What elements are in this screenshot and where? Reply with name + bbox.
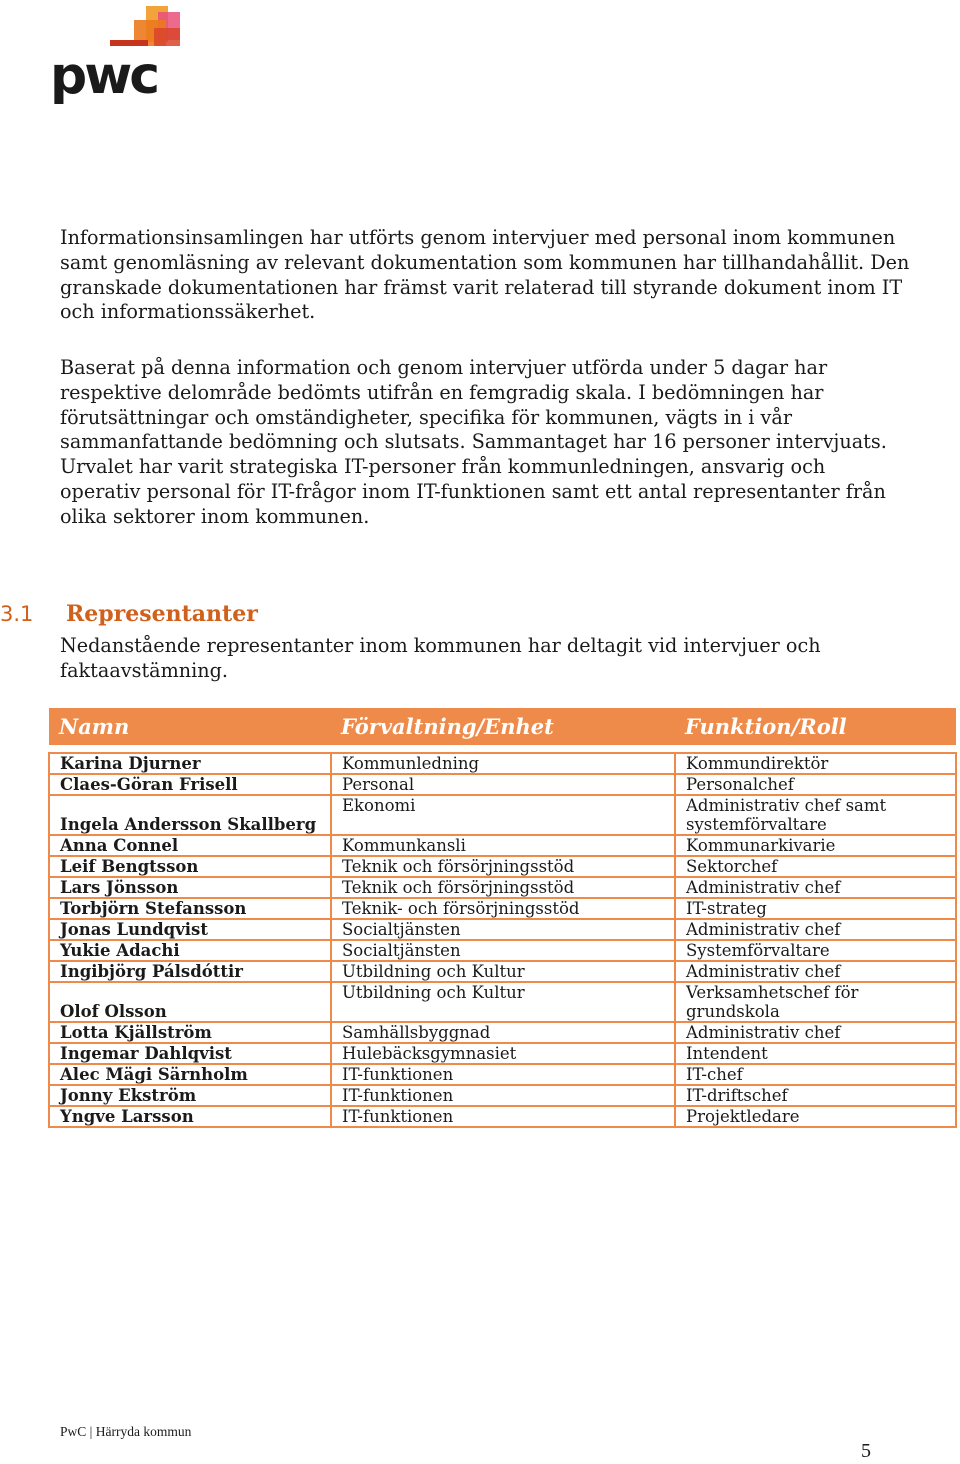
cell-unit: Ekonomi	[331, 795, 675, 835]
section-number: 3.1	[0, 602, 34, 626]
table-row	[49, 982, 956, 1022]
cell-unit: Socialtjänsten	[331, 940, 675, 961]
cell-name: Claes-Göran Frisell	[49, 774, 331, 795]
cell-role: Administrativ chef samt systemförvaltare	[675, 795, 956, 835]
cell-name: Jonas Lundqvist	[49, 919, 331, 940]
cell-name: Karina Djurner	[49, 753, 331, 774]
representatives-table	[48, 708, 957, 1128]
table-row	[49, 1085, 956, 1106]
cell-name: Alec Mägi Särnholm	[49, 1064, 331, 1085]
table-spacer	[49, 745, 956, 753]
cell-unit: Socialtjänsten	[331, 919, 675, 940]
cell-name: Torbjörn Stefansson	[49, 898, 331, 919]
cell-name: Ingibjörg Pálsdóttir	[49, 961, 331, 982]
section-title: Representanter	[66, 601, 258, 627]
table-row	[49, 774, 956, 795]
cell-role: IT-driftschef	[675, 1085, 956, 1106]
cell-unit: Kommunkansli	[331, 835, 675, 856]
cell-unit: Teknik och försörjningsstöd	[331, 856, 675, 877]
cell-role: Administrativ chef	[675, 919, 956, 940]
header-unit: Förvaltning/Enhet	[331, 708, 675, 745]
table-row	[49, 898, 956, 919]
cell-unit: Teknik- och försörjningsstöd	[331, 898, 675, 919]
cell-name: Jonny Ekström	[49, 1085, 331, 1106]
cell-unit: Hulebäcksgymnasiet	[331, 1043, 675, 1064]
cell-name: Leif Bengtsson	[49, 856, 331, 877]
logo-wordmark: pwc	[50, 46, 158, 106]
cell-name: Anna Connel	[49, 835, 331, 856]
cell-role: Intendent	[675, 1043, 956, 1064]
cell-unit: Samhällsbyggnad	[331, 1022, 675, 1043]
cell-role: Projektledare	[675, 1106, 956, 1127]
table-row	[49, 795, 956, 835]
page-number: 5	[861, 1440, 871, 1462]
cell-unit: IT-funktionen	[331, 1064, 675, 1085]
table-row	[49, 835, 956, 856]
cell-name: Ingemar Dahlqvist	[49, 1043, 331, 1064]
cell-role: IT-chef	[675, 1064, 956, 1085]
cell-role: Verksamhetschef för grundskola	[675, 982, 956, 1022]
cell-unit: Kommunledning	[331, 753, 675, 774]
cell-role: Administrativ chef	[675, 1022, 956, 1043]
cell-unit: IT-funktionen	[331, 1085, 675, 1106]
cell-role: Sektorchef	[675, 856, 956, 877]
table-row	[49, 1106, 956, 1127]
cell-role: Kommundirektör	[675, 753, 956, 774]
cell-unit: Teknik och försörjningsstöd	[331, 877, 675, 898]
cell-name: Ingela Andersson Skallberg	[49, 795, 331, 835]
cell-unit: Utbildning och Kultur	[331, 961, 675, 982]
table-row	[49, 1043, 956, 1064]
page-footer: PwC | Härryda kommun	[60, 1424, 192, 1439]
intro-paragraph-2: Baserat på denna information och genom intervjuer utförda under 5 dagar har respektive delområde bedömts utifrån en femgradig skala. I bedömningen har förutsättningar och omständigheter, specifika för kommunen, vägts in i vår sammanfattande bedömning och slutsats. Sammantaget har 16 personer intervjuats. Urvalet har varit strategiska IT-personer från kommunledningen, ansvarig och operativ personal för IT-frågor inom IT-funktionen samt ett antal representanter från olika sektorer inom kommunen.	[60, 356, 887, 528]
table-row	[49, 940, 956, 961]
table-row	[49, 919, 956, 940]
cell-role: Administrativ chef	[675, 961, 956, 982]
table-row	[49, 1064, 956, 1085]
cell-role: Personalchef	[675, 774, 956, 795]
cell-name: Lotta Kjällström	[49, 1022, 331, 1043]
cell-name: Olof Olsson	[49, 982, 331, 1022]
cell-name: Yngve Larsson	[49, 1106, 331, 1127]
table-row	[49, 856, 956, 877]
table-header-row	[49, 708, 956, 745]
header-name: Namn	[49, 708, 331, 745]
header-role: Funktion/Roll	[675, 708, 956, 745]
cell-name: Lars Jönsson	[49, 877, 331, 898]
cell-role: Administrativ chef	[675, 877, 956, 898]
table-row	[49, 961, 956, 982]
cell-role: IT-strateg	[675, 898, 956, 919]
intro-paragraph-1: Informationsinsamlingen har utförts genom intervjuer med personal inom kommunen samt genomläsning av relevant dokumentation som kommunen har tillhandahållit. Den granskade dokumentationen har främst varit relaterad till styrande dokument inom IT och informationssäkerhet.	[60, 226, 910, 324]
cell-name: Yukie Adachi	[49, 940, 331, 961]
table-row	[49, 753, 956, 774]
section-intro: Nedanstående representanter inom kommunen har deltagit vid intervjuer och faktaavstämning.	[60, 634, 821, 682]
cell-unit: IT-funktionen	[331, 1106, 675, 1127]
cell-role: Systemförvaltare	[675, 940, 956, 961]
table-row	[49, 877, 956, 898]
cell-role: Kommunarkivarie	[675, 835, 956, 856]
cell-unit: Utbildning och Kultur	[331, 982, 675, 1022]
cell-unit: Personal	[331, 774, 675, 795]
table-row	[49, 1022, 956, 1043]
pwc-logo	[50, 4, 185, 109]
